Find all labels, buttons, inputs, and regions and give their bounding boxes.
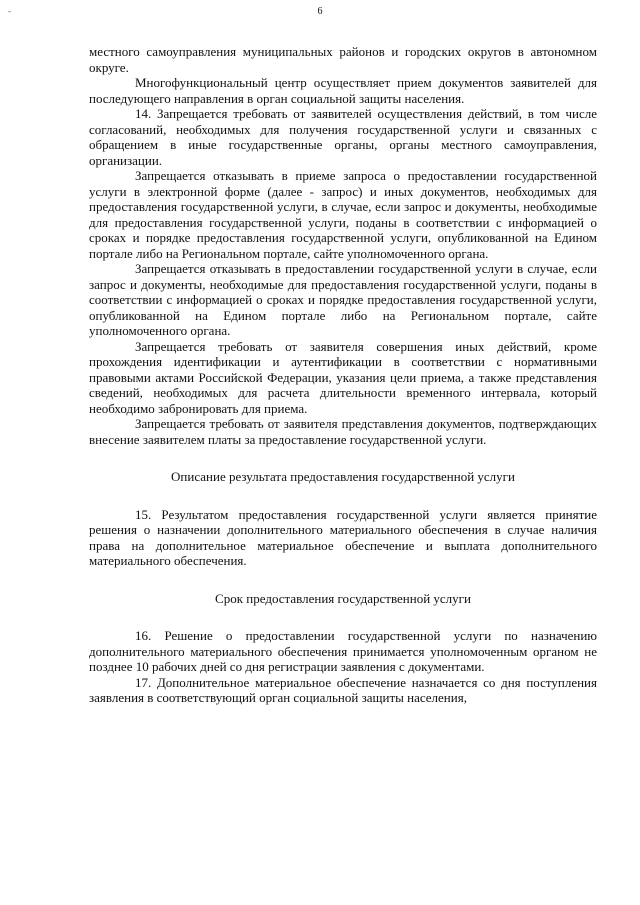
paragraph-refusal-request: Запрещается отказывать в приеме запроса о предоставлении государственной услуги в электронной форме (далее - запрос) и иных документов, необходимых для предоставления государственной услуги, в случае, если запрос и документы, необходимые для предоставления государственной услуги, поданы в соответствии с информацией о сроках и порядке предоставления государственной услуги, опубликованной на Едином портале либо на Региональном портале, сайте уполномоченного органа. xyxy=(89,168,597,261)
paragraph-17: 17. Дополнительное материальное обеспечение назначается со дня поступления заявления в соответствующий орган социальной защиты населения, xyxy=(89,674,597,705)
paragraph-16: 16. Решение о предоставлении государственной услуги по назначению дополнительного материального обеспечения принимается уполномоченным органом не позднее 10 рабочих дней со дня регистрации заявления с документами. xyxy=(89,628,597,674)
heading-result: Описание результата предоставления государственной услуги xyxy=(171,469,515,484)
paragraph-payment-docs: Запрещается требовать от заявителя представления документов, подтверждающих внесение заявителем платы за предоставление государственной услуги. xyxy=(89,416,597,447)
paragraph-other-actions: Запрещается требовать от заявителя совершения иных действий, кроме прохождения идентификации и аутентификации в соответствии с нормативными правовыми актами Российской Федерации, указания цели приема, а также представления сведений, необходимых для расчета длительности временного интервала, который необходимо забронировать для приема. xyxy=(89,338,597,416)
paragraph-15: 15. Результатом предоставления государственной услуги является принятие решения о назначении дополнительного материального обеспечения в случае наличия права на дополнительное материальное обеспечение и выплата дополнительного материального обеспечения. xyxy=(89,506,597,568)
page-number: 6 xyxy=(317,6,323,17)
paragraph-mfc: Многофункциональный центр осуществляет прием документов заявителей для последующего направления в орган социальной защиты населения. xyxy=(89,75,597,106)
paragraph-continuation: местного самоуправления муниципальных районов и городских округов в автономном округе. xyxy=(89,44,597,75)
heading-term: Срок предоставления государственной услуги xyxy=(215,590,471,606)
paragraph-14: 14. Запрещается требовать от заявителей осуществления действий, в том числе согласований, необходимых для получения государственной услуги и связанных с обращением в иные государственные органы, органы местного самоуправления, организации. xyxy=(89,106,597,168)
paragraph-refusal-service: Запрещается отказывать в предоставлении государственной услуги в случае, если запрос и документы, необходимые для предоставления государственной услуги, поданы в соответствии с информацией о сроках и порядке предоставления государственной услуги, опубликованной на Едином портале либо на Региональном портале, сайте уполномоченного органа. xyxy=(89,261,597,338)
document-body xyxy=(89,44,597,706)
margin-mark: - xyxy=(8,6,11,16)
